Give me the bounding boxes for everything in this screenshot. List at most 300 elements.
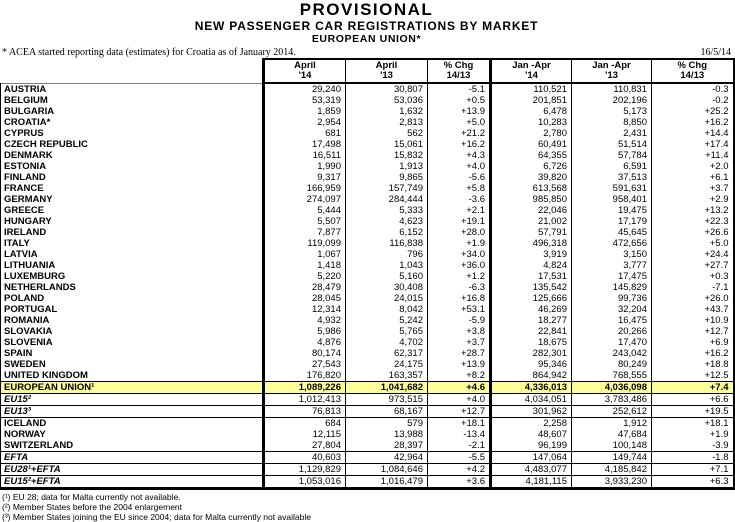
cell-value: +3.8 bbox=[428, 326, 491, 337]
cell-value: +21.2 bbox=[428, 128, 491, 139]
col-line2: '14 bbox=[525, 70, 538, 81]
cell-value: 6,726 bbox=[491, 161, 572, 172]
table-row bbox=[1, 304, 734, 315]
cell-value: 243,042 bbox=[572, 348, 652, 359]
cell-value: +18.1 bbox=[428, 418, 491, 430]
col-line2: 14/13 bbox=[680, 70, 705, 81]
cell-value: 96,199 bbox=[491, 440, 572, 452]
cell-value: 12,314 bbox=[264, 304, 346, 315]
row-label: SLOVENIA bbox=[1, 337, 264, 348]
cell-value: +27.7 bbox=[652, 260, 734, 271]
table-row bbox=[1, 194, 734, 205]
cell-value: 684 bbox=[264, 418, 346, 430]
cell-value: +36.0 bbox=[428, 260, 491, 271]
cell-value: +13.9 bbox=[428, 359, 491, 370]
row-label: EU28¹+EFTA bbox=[1, 464, 264, 476]
cell-value: 282,301 bbox=[491, 348, 572, 359]
cell-value: 53,036 bbox=[346, 95, 428, 106]
row-label: LUXEMBURG bbox=[1, 271, 264, 282]
cell-value: +5.0 bbox=[652, 238, 734, 249]
cell-value: 15,061 bbox=[346, 139, 428, 150]
cell-value: +24.4 bbox=[652, 249, 734, 260]
cell-value: +2.0 bbox=[652, 161, 734, 172]
cell-value: +7.1 bbox=[652, 464, 734, 476]
cell-value: +16.2 bbox=[652, 348, 734, 359]
col-pct-chg-month bbox=[428, 59, 491, 83]
row-label: CZECH REPUBLIC bbox=[1, 139, 264, 150]
cell-value: +28.7 bbox=[428, 348, 491, 359]
page-title: PROVISIONAL bbox=[299, 0, 434, 19]
cell-value: 4,623 bbox=[346, 216, 428, 227]
row-label: GERMANY bbox=[1, 194, 264, 205]
cell-value: 16,475 bbox=[572, 315, 652, 326]
cell-value: +22.3 bbox=[652, 216, 734, 227]
cell-value: 57,784 bbox=[572, 150, 652, 161]
cell-value: -5.9 bbox=[428, 315, 491, 326]
cell-value: 29,240 bbox=[264, 83, 346, 95]
table-row bbox=[1, 293, 734, 304]
cell-value: 202,196 bbox=[572, 95, 652, 106]
col-janapr-14 bbox=[491, 59, 572, 83]
table-row bbox=[1, 315, 734, 326]
cell-value: 4,185,842 bbox=[572, 464, 652, 476]
row-label: HUNGARY bbox=[1, 216, 264, 227]
row-label: BULGARIA bbox=[1, 106, 264, 117]
cell-value: 30,807 bbox=[346, 83, 428, 95]
footnote-3: (³) Member States joining the EU since 2004; data for Malta currently not available bbox=[2, 512, 311, 522]
croatia-note: * ACEA started reporting data (estimates) for Croatia as of January 2014. bbox=[2, 47, 296, 58]
cell-value: 9,317 bbox=[264, 172, 346, 183]
row-label: IRELAND bbox=[1, 227, 264, 238]
cell-value: 22,046 bbox=[491, 205, 572, 216]
cell-value: 37,513 bbox=[572, 172, 652, 183]
table-row bbox=[1, 205, 734, 216]
cell-value: +53.1 bbox=[428, 304, 491, 315]
cell-value: +25.2 bbox=[652, 106, 734, 117]
cell-value: +4.3 bbox=[428, 150, 491, 161]
cell-value: 62,317 bbox=[346, 348, 428, 359]
cell-value: -13.4 bbox=[428, 429, 491, 440]
table-row bbox=[1, 95, 734, 106]
cell-value: +26.0 bbox=[652, 293, 734, 304]
cell-value: -1.8 bbox=[652, 452, 734, 464]
col-april-14 bbox=[264, 59, 346, 83]
row-label: ROMANIA bbox=[1, 315, 264, 326]
table-body bbox=[1, 83, 734, 489]
row-label: EFTA bbox=[1, 452, 264, 464]
table-row bbox=[1, 440, 734, 452]
cell-value: 4,336,013 bbox=[491, 382, 572, 394]
cell-value: 4,181,115 bbox=[491, 476, 572, 489]
table-row bbox=[1, 238, 734, 249]
col-line1: April bbox=[375, 59, 398, 71]
cell-value: 27,543 bbox=[264, 359, 346, 370]
cell-value: -5.5 bbox=[428, 452, 491, 464]
cell-value: 60,491 bbox=[491, 139, 572, 150]
cell-value: 1,016,479 bbox=[346, 476, 428, 489]
row-label: NETHERLANDS bbox=[1, 282, 264, 293]
cell-value: +18.8 bbox=[652, 359, 734, 370]
row-label: ITALY bbox=[1, 238, 264, 249]
cell-value: 1,053,016 bbox=[264, 476, 346, 489]
table-row bbox=[1, 83, 734, 95]
row-label: LITHUANIA bbox=[1, 260, 264, 271]
cell-value: +19.1 bbox=[428, 216, 491, 227]
cell-value: 17,475 bbox=[572, 271, 652, 282]
cell-value: 681 bbox=[264, 128, 346, 139]
cell-value: 27,804 bbox=[264, 440, 346, 452]
row-label: EU15² bbox=[1, 394, 264, 406]
cell-value: 68,167 bbox=[346, 406, 428, 418]
cell-value: +34.0 bbox=[428, 249, 491, 260]
table-row bbox=[1, 172, 734, 183]
cell-value: +3.6 bbox=[428, 476, 491, 489]
cell-value: 958,401 bbox=[572, 194, 652, 205]
table-row bbox=[1, 128, 734, 139]
table-row bbox=[1, 161, 734, 172]
cell-value: 1,129,829 bbox=[264, 464, 346, 476]
row-label: SLOVAKIA bbox=[1, 326, 264, 337]
cell-value: 5,507 bbox=[264, 216, 346, 227]
row-label: SWITZERLAND bbox=[1, 440, 264, 452]
cell-value: 562 bbox=[346, 128, 428, 139]
cell-value: 472,656 bbox=[572, 238, 652, 249]
cell-value: 18,277 bbox=[491, 315, 572, 326]
cell-value: 47,684 bbox=[572, 429, 652, 440]
cell-value: 274,097 bbox=[264, 194, 346, 205]
cell-value: 796 bbox=[346, 249, 428, 260]
cell-value: +13.2 bbox=[652, 205, 734, 216]
cell-value: -6.3 bbox=[428, 282, 491, 293]
cell-value: 1,632 bbox=[346, 106, 428, 117]
footnotes bbox=[0, 490, 733, 522]
row-label: EU13³ bbox=[1, 406, 264, 418]
cell-value: 28,045 bbox=[264, 293, 346, 304]
col-line1: April bbox=[294, 59, 316, 71]
cell-value: 3,933,230 bbox=[572, 476, 652, 489]
cell-value: 5,444 bbox=[264, 205, 346, 216]
cell-value: +18.1 bbox=[652, 418, 734, 430]
row-label: BELGIUM bbox=[1, 95, 264, 106]
table-row bbox=[1, 382, 734, 394]
col-line2: '13 bbox=[380, 70, 393, 81]
cell-value: 2,780 bbox=[491, 128, 572, 139]
cell-value: +12.5 bbox=[652, 370, 734, 382]
cell-value: +17.4 bbox=[652, 139, 734, 150]
cell-value: 1,912 bbox=[572, 418, 652, 430]
col-line1: Jan -Apr bbox=[592, 59, 631, 71]
cell-value: 24,015 bbox=[346, 293, 428, 304]
col-line1: % Chg bbox=[677, 59, 708, 71]
row-label: CYPRUS bbox=[1, 128, 264, 139]
cell-value: -5.1 bbox=[428, 83, 491, 95]
cell-value: 4,824 bbox=[491, 260, 572, 271]
cell-value: +0.5 bbox=[428, 95, 491, 106]
cell-value: +28.0 bbox=[428, 227, 491, 238]
page-subtitle: NEW PASSENGER CAR REGISTRATIONS BY MARKET bbox=[194, 19, 539, 33]
cell-value: +6.9 bbox=[652, 337, 734, 348]
registrations-table bbox=[0, 58, 735, 490]
cell-value: -5.6 bbox=[428, 172, 491, 183]
cell-value: 496,318 bbox=[491, 238, 572, 249]
cell-value: 145,829 bbox=[572, 282, 652, 293]
col-line2: '14 bbox=[298, 70, 312, 81]
row-label: CROATIA* bbox=[1, 117, 264, 128]
col-april-13 bbox=[346, 59, 428, 83]
note-row bbox=[0, 45, 733, 58]
cell-value: 4,932 bbox=[264, 315, 346, 326]
table-row bbox=[1, 337, 734, 348]
row-label: EU15²+EFTA bbox=[1, 476, 264, 489]
cell-value: 3,777 bbox=[572, 260, 652, 271]
cell-value: 116,838 bbox=[346, 238, 428, 249]
table-header bbox=[1, 59, 734, 83]
row-label: ICELAND bbox=[1, 418, 264, 430]
col-janapr-13 bbox=[572, 59, 652, 83]
cell-value: 4,483,077 bbox=[491, 464, 572, 476]
cell-value: 17,498 bbox=[264, 139, 346, 150]
table-row bbox=[1, 117, 734, 128]
table-row bbox=[1, 106, 734, 117]
cell-value: 32,204 bbox=[572, 304, 652, 315]
cell-value: +16.2 bbox=[652, 117, 734, 128]
cell-value: 2,431 bbox=[572, 128, 652, 139]
cell-value: 1,041,682 bbox=[346, 382, 428, 394]
cell-value: 22,841 bbox=[491, 326, 572, 337]
cell-value: 8,042 bbox=[346, 304, 428, 315]
cell-value: 6,152 bbox=[346, 227, 428, 238]
cell-value: 1,067 bbox=[264, 249, 346, 260]
col-line1: Jan -Apr bbox=[512, 59, 551, 71]
cell-value: 149,744 bbox=[572, 452, 652, 464]
cell-value: 5,242 bbox=[346, 315, 428, 326]
table-row bbox=[1, 282, 734, 293]
cell-value: 864,942 bbox=[491, 370, 572, 382]
col-line2: '13 bbox=[605, 70, 618, 81]
cell-value: +12.7 bbox=[428, 406, 491, 418]
table-row bbox=[1, 406, 734, 418]
cell-value: 53,319 bbox=[264, 95, 346, 106]
table-row bbox=[1, 271, 734, 282]
cell-value: -2.1 bbox=[428, 440, 491, 452]
table-row bbox=[1, 139, 734, 150]
cell-value: +0.3 bbox=[652, 271, 734, 282]
cell-value: 125,666 bbox=[491, 293, 572, 304]
cell-value: 2,954 bbox=[264, 117, 346, 128]
cell-value: 46,269 bbox=[491, 304, 572, 315]
table-row bbox=[1, 326, 734, 337]
row-label: ESTONIA bbox=[1, 161, 264, 172]
cell-value: +12.7 bbox=[652, 326, 734, 337]
cell-value: 157,749 bbox=[346, 183, 428, 194]
cell-value: 4,702 bbox=[346, 337, 428, 348]
cell-value: 1,043 bbox=[346, 260, 428, 271]
row-label: LATVIA bbox=[1, 249, 264, 260]
col-pct-chg-ytd bbox=[652, 59, 734, 83]
report-date: 16/5/14 bbox=[700, 47, 731, 58]
cell-value: +16.8 bbox=[428, 293, 491, 304]
cell-value: +13.9 bbox=[428, 106, 491, 117]
cell-value: 5,173 bbox=[572, 106, 652, 117]
row-label: FRANCE bbox=[1, 183, 264, 194]
table-row bbox=[1, 418, 734, 430]
cell-value: 13,988 bbox=[346, 429, 428, 440]
cell-value: 80,249 bbox=[572, 359, 652, 370]
cell-value: +6.3 bbox=[652, 476, 734, 489]
cell-value: 1,012,413 bbox=[264, 394, 346, 406]
table-row bbox=[1, 476, 734, 489]
cell-value: +4.0 bbox=[428, 161, 491, 172]
cell-value: +2.1 bbox=[428, 205, 491, 216]
cell-value: 4,876 bbox=[264, 337, 346, 348]
col-line1: % Chg bbox=[443, 59, 474, 71]
cell-value: 16,511 bbox=[264, 150, 346, 161]
cell-value: 252,612 bbox=[572, 406, 652, 418]
cell-value: 3,919 bbox=[491, 249, 572, 260]
cell-value: 80,174 bbox=[264, 348, 346, 359]
cell-value: 5,765 bbox=[346, 326, 428, 337]
cell-value: 6,591 bbox=[572, 161, 652, 172]
cell-value: 24,175 bbox=[346, 359, 428, 370]
cell-value: +6.6 bbox=[652, 394, 734, 406]
row-label: FINLAND bbox=[1, 172, 264, 183]
cell-value: +3.7 bbox=[428, 337, 491, 348]
cell-value: 1,913 bbox=[346, 161, 428, 172]
cell-value: 5,333 bbox=[346, 205, 428, 216]
cell-value: 17,531 bbox=[491, 271, 572, 282]
cell-value: 5,986 bbox=[264, 326, 346, 337]
cell-value: +4.2 bbox=[428, 464, 491, 476]
row-label: DENMARK bbox=[1, 150, 264, 161]
table-row bbox=[1, 370, 734, 382]
cell-value: 4,036,098 bbox=[572, 382, 652, 394]
cell-value: -3.9 bbox=[652, 440, 734, 452]
table-row bbox=[1, 227, 734, 238]
cell-value: 5,220 bbox=[264, 271, 346, 282]
cell-value: 8,850 bbox=[572, 117, 652, 128]
cell-value: 15,832 bbox=[346, 150, 428, 161]
footnote-1: (¹) EU 28; data for Malta currently not available. bbox=[2, 492, 181, 502]
row-label: GREECE bbox=[1, 205, 264, 216]
cell-value: 613,568 bbox=[491, 183, 572, 194]
cell-value: 17,179 bbox=[572, 216, 652, 227]
cell-value: 1,990 bbox=[264, 161, 346, 172]
footnote-2: (²) Member States before the 2004 enlargement bbox=[2, 502, 183, 512]
cell-value: 3,150 bbox=[572, 249, 652, 260]
cell-value: 42,964 bbox=[346, 452, 428, 464]
cell-value: 3,783,486 bbox=[572, 394, 652, 406]
cell-value: 4,034,051 bbox=[491, 394, 572, 406]
cell-value: 147,064 bbox=[491, 452, 572, 464]
cell-value: +16.2 bbox=[428, 139, 491, 150]
row-label: SWEDEN bbox=[1, 359, 264, 370]
table-row bbox=[1, 452, 734, 464]
cell-value: +11.4 bbox=[652, 150, 734, 161]
cell-value: 119,099 bbox=[264, 238, 346, 249]
cell-value: 201,851 bbox=[491, 95, 572, 106]
row-label: NORWAY bbox=[1, 429, 264, 440]
cell-value: 135,542 bbox=[491, 282, 572, 293]
cell-value: 591,631 bbox=[572, 183, 652, 194]
cell-value: 17,470 bbox=[572, 337, 652, 348]
cell-value: +14.4 bbox=[652, 128, 734, 139]
cell-value: -0.3 bbox=[652, 83, 734, 95]
cell-value: 48,607 bbox=[491, 429, 572, 440]
cell-value: 110,521 bbox=[491, 83, 572, 95]
table-row bbox=[1, 260, 734, 271]
cell-value: +4.6 bbox=[428, 382, 491, 394]
row-label: PORTUGAL bbox=[1, 304, 264, 315]
col-line2: 14/13 bbox=[446, 70, 471, 81]
cell-value: 163,357 bbox=[346, 370, 428, 382]
cell-value: +1.9 bbox=[652, 429, 734, 440]
cell-value: 18,675 bbox=[491, 337, 572, 348]
cell-value: 284,444 bbox=[346, 194, 428, 205]
cell-value: +4.0 bbox=[428, 394, 491, 406]
table-row bbox=[1, 216, 734, 227]
cell-value: 6,478 bbox=[491, 106, 572, 117]
table-row bbox=[1, 394, 734, 406]
cell-value: 176,820 bbox=[264, 370, 346, 382]
cell-value: -0.2 bbox=[652, 95, 734, 106]
cell-value: 166,959 bbox=[264, 183, 346, 194]
cell-value: 973,515 bbox=[346, 394, 428, 406]
cell-value: +3.7 bbox=[652, 183, 734, 194]
cell-value: +1.2 bbox=[428, 271, 491, 282]
cell-value: 28,397 bbox=[346, 440, 428, 452]
cell-value: +43.7 bbox=[652, 304, 734, 315]
cell-value: +26.6 bbox=[652, 227, 734, 238]
cell-value: 19,475 bbox=[572, 205, 652, 216]
cell-value: 20,266 bbox=[572, 326, 652, 337]
cell-value: 1,859 bbox=[264, 106, 346, 117]
table-row bbox=[1, 150, 734, 161]
cell-value: 2,258 bbox=[491, 418, 572, 430]
cell-value: 12,115 bbox=[264, 429, 346, 440]
cell-value: 40,603 bbox=[264, 452, 346, 464]
cell-value: +10.9 bbox=[652, 315, 734, 326]
cell-value: 99,736 bbox=[572, 293, 652, 304]
table-row bbox=[1, 464, 734, 476]
table-row bbox=[1, 359, 734, 370]
cell-value: 9,865 bbox=[346, 172, 428, 183]
cell-value: 7,877 bbox=[264, 227, 346, 238]
row-label: EUROPEAN UNION¹ bbox=[1, 382, 264, 394]
cell-value: 21,002 bbox=[491, 216, 572, 227]
table-row bbox=[1, 183, 734, 194]
cell-value: 51,514 bbox=[572, 139, 652, 150]
cell-value: +2.9 bbox=[652, 194, 734, 205]
cell-value: 301,962 bbox=[491, 406, 572, 418]
cell-value: 95,346 bbox=[491, 359, 572, 370]
cell-value: +7.4 bbox=[652, 382, 734, 394]
row-label: AUSTRIA bbox=[1, 83, 264, 95]
cell-value: 76,813 bbox=[264, 406, 346, 418]
cell-value: 100,148 bbox=[572, 440, 652, 452]
row-label: POLAND bbox=[1, 293, 264, 304]
corner-cell bbox=[1, 59, 264, 83]
cell-value: 1,089,226 bbox=[264, 382, 346, 394]
cell-value: 45,645 bbox=[572, 227, 652, 238]
cell-value: 768,555 bbox=[572, 370, 652, 382]
cell-value: 57,791 bbox=[491, 227, 572, 238]
cell-value: +6.1 bbox=[652, 172, 734, 183]
cell-value: 30,408 bbox=[346, 282, 428, 293]
row-label: UNITED KINGDOM bbox=[1, 370, 264, 382]
cell-value: +5.8 bbox=[428, 183, 491, 194]
cell-value: 1,418 bbox=[264, 260, 346, 271]
cell-value: 2,813 bbox=[346, 117, 428, 128]
